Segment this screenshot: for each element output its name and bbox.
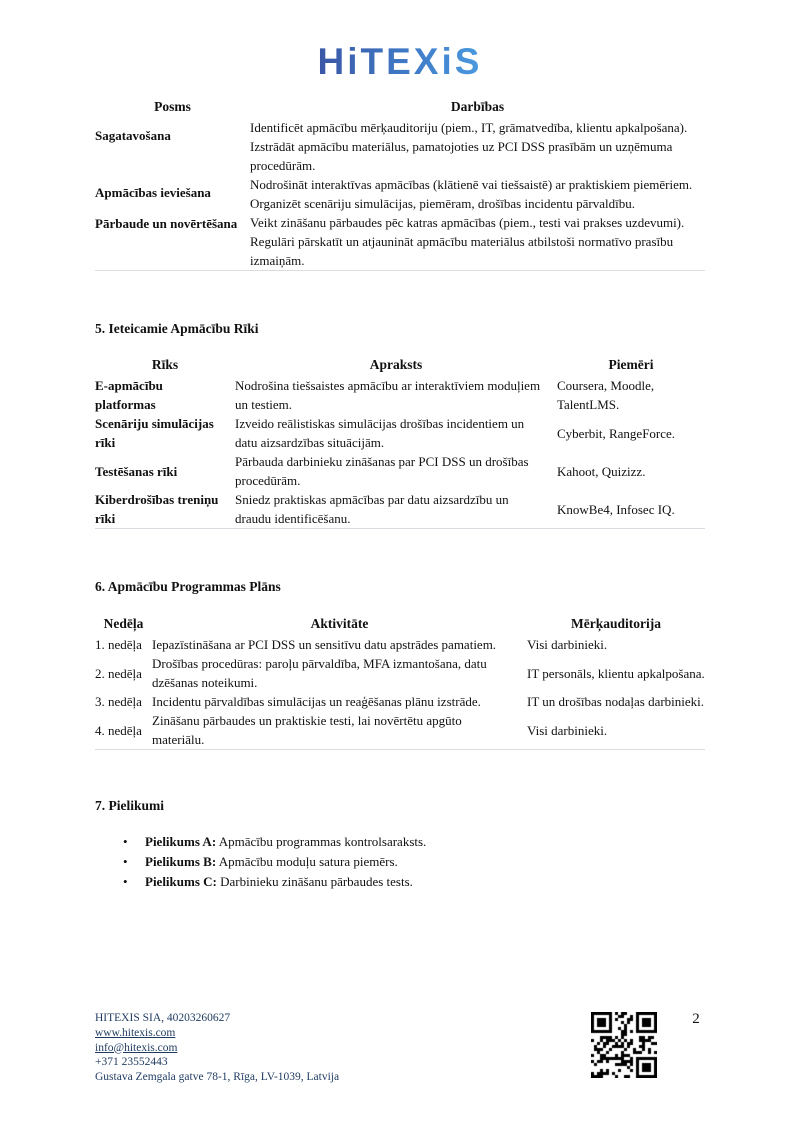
qr-code: [591, 1012, 657, 1078]
footer-email-link[interactable]: info@hitexis.com: [95, 1041, 178, 1054]
audience-cell: Visi darbinieki.: [527, 722, 608, 738]
week-cell: 4. nedēļa: [95, 722, 142, 738]
schedule-table-header-nedela: Nedēļa: [103, 616, 144, 631]
tool-cell: E-apmācību platformas: [95, 378, 163, 412]
activity-cell: Incidentu pārvaldības simulācijas un reaģēšanas plānu izstrāde.: [152, 694, 481, 709]
table-header-row: [95, 97, 705, 118]
table-row: [95, 654, 705, 692]
table-row: [95, 490, 705, 529]
table-row: [95, 414, 705, 452]
appendix-list: [95, 832, 705, 892]
examples-cell: Coursera, Moodle, TalentLMS.: [557, 378, 655, 412]
tools-table: [95, 355, 705, 529]
page-content: [95, 0, 705, 892]
tool-cell: Kiberdrošības treniņu rīki: [95, 492, 219, 526]
activity-cell: Zināšanu pārbaudes un praktiskie testi, lai novērtētu apgūto materiālu.: [152, 713, 462, 747]
tools-table-header-piemeri: Piemēri: [608, 357, 654, 372]
table-row: [95, 376, 705, 414]
table-row: [95, 118, 705, 137]
schedule-table-header-aktivitate: Aktivitāte: [310, 616, 369, 631]
table-row: [95, 175, 705, 194]
desc-cell: Izveido reālistiskas simulācijas drošības incidentiem un datu aizsardzības situācijām.: [235, 416, 525, 450]
action-cell: Veikt zināšanu pārbaudes pēc katras apmācības (piem., testi vai prakses uzdevumi).: [250, 215, 685, 230]
week-cell: 2. nedēļa: [95, 665, 142, 681]
table-row: [95, 711, 705, 750]
tools-table-header-apraksts: Apraksts: [369, 357, 423, 372]
section-title-tools: 5. Ieteicamie Apmācību Rīki: [95, 321, 259, 336]
tool-cell: Testēšanas rīki: [95, 463, 178, 479]
action-cell: Nodrošināt interaktīvas apmācības (klātienē vai tiešsaistē) ar praktiskiem piemēriem.: [250, 177, 693, 192]
list-item: [123, 852, 705, 872]
schedule-table-header-merkauditorija: Mērķauditorija: [571, 616, 661, 631]
table-row: [95, 692, 705, 711]
logo-container: [95, 40, 705, 84]
tool-cell: Scenāriju simulācijas rīki: [95, 416, 214, 450]
list-item: [123, 872, 705, 892]
footer-company: HITEXIS SIA, 40203260627: [95, 1012, 231, 1024]
phase-cell: Sagatavošana: [95, 128, 171, 143]
phase-cell: Pārbaude un novērtēšana: [95, 216, 238, 231]
desc-cell: Nodrošina tiešsaistes apmācību ar interaktīviem moduļiem un testiem.: [235, 378, 541, 412]
bullet-icon: •: [123, 874, 128, 889]
list-item: [123, 832, 705, 852]
footer-address: Gustava Zemgala gatve 78-1, Rīga, LV-1039, Latvija: [95, 1071, 340, 1084]
appendix-label: Pielikums A:: [145, 834, 217, 849]
table-row: [95, 635, 705, 654]
tools-table-header-riks: Rīks: [151, 357, 179, 372]
phase-cell: Apmācības ieviešana: [95, 185, 211, 200]
appendix-label: Pielikums C:: [145, 874, 217, 889]
appendix-label: Pielikums B:: [145, 854, 217, 869]
week-cell: 3. nedēļa: [95, 694, 142, 709]
table-header-row: [95, 355, 705, 376]
table-row: [95, 452, 705, 490]
audience-cell: Visi darbinieki.: [527, 637, 608, 652]
footer-phone: +371 23552443: [95, 1056, 168, 1069]
page-footer: [95, 1011, 525, 1085]
bullet-icon: •: [123, 834, 128, 849]
activity-cell: Drošības procedūras: paroļu pārvaldība, MFA izmantošana, datu dzēšanas noteikumi.: [152, 656, 487, 690]
desc-cell: Sniedz praktiskas apmācības par datu aizsardzību un draudu identificēšanu.: [235, 492, 509, 526]
action-cell: Identificēt apmācību mērķauditoriju (piem., IT, grāmatvedība, klientu apkalpošana).: [250, 120, 688, 135]
phase-table-header-posms: Posms: [154, 99, 191, 114]
appendix-text: Apmācību moduļu satura piemērs.: [218, 854, 398, 869]
activity-cell: Iepazīstināšana ar PCI DSS un sensitīvu datu apstrādes pamatiem.: [152, 637, 497, 652]
schedule-table: [95, 614, 705, 750]
appendix-text: Apmācību programmas kontrolsaraksts.: [218, 834, 427, 849]
desc-cell: Pārbauda darbinieku zināšanas par PCI DSS un drošības procedūrām.: [235, 454, 529, 488]
week-cell: 1. nedēļa: [95, 637, 142, 652]
table-header-row: [95, 614, 705, 635]
action-cell: Regulāri pārskatīt un atjaunināt apmācību materiālus atbilstoši normatīvo prasību izmaiņām.: [250, 234, 674, 268]
examples-cell: Cyberbit, RangeForce.: [557, 425, 676, 441]
phase-table: [95, 97, 705, 271]
phase-table-header-darbibas: Darbības: [450, 99, 505, 114]
footer-website-link[interactable]: www.hitexis.com: [95, 1026, 176, 1039]
page-number: 2: [692, 1011, 700, 1027]
section-title-plan: 6. Apmācību Programmas Plāns: [95, 579, 281, 594]
table-row: [95, 213, 705, 232]
action-cell: Izstrādāt apmācību materiālus, pamatojoties uz PCI DSS prasībām un uzņēmuma procedūrām.: [250, 139, 673, 173]
bullet-icon: •: [123, 854, 128, 869]
audience-cell: IT un drošības nodaļas darbinieki.: [527, 694, 705, 709]
appendix-text: Darbinieku zināšanu pārbaudes tests.: [220, 874, 413, 889]
examples-cell: Kahoot, Quizizz.: [557, 463, 646, 479]
examples-cell: KnowBe4, Infosec IQ.: [557, 501, 675, 517]
action-cell: Organizēt scenāriju simulācijas, piemēram, drošības incidentu pārvaldību.: [250, 196, 635, 211]
section-title-appendices: 7. Pielikumi: [95, 798, 165, 813]
hitexis-logo: HiTEXiS: [317, 41, 483, 82]
audience-cell: IT personāls, klientu apkalpošana.: [527, 665, 705, 681]
